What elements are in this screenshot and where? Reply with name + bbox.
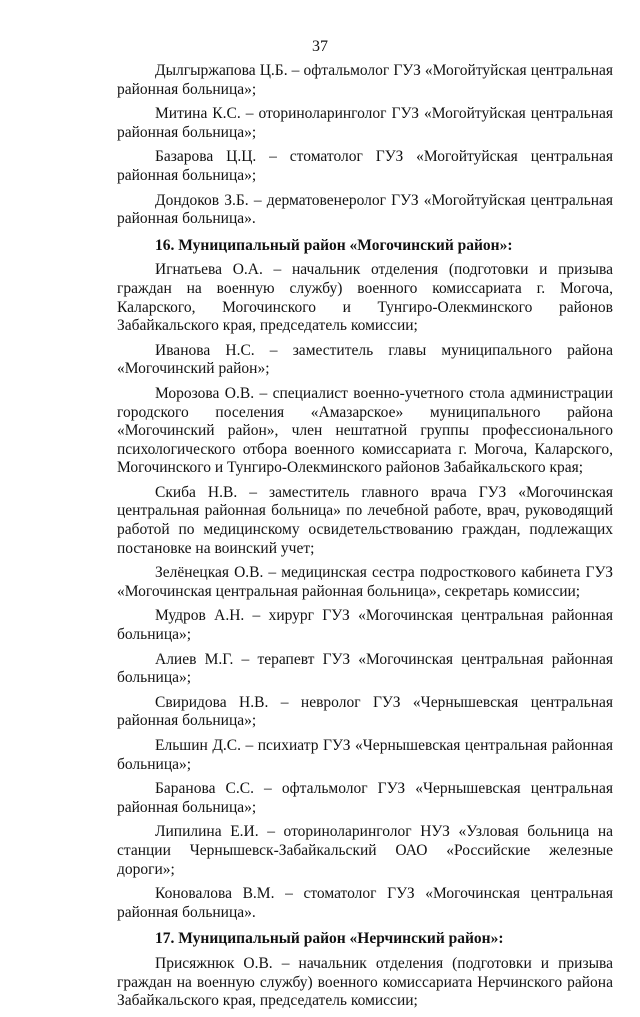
paragraph: Коновалова В.М. – стоматолог ГУЗ «Могочинская центральная районная больница».	[117, 885, 613, 921]
section-heading: 16. Муниципальный район «Могочинский район»:	[155, 236, 513, 254]
page-number: 37	[312, 38, 328, 55]
paragraph: Свиридова Н.В. – невролог ГУЗ «Чернышевская центральная районная больница»;	[117, 693, 613, 730]
paragraph: Присяжнюк О.В. – начальник отделения (подготовки и призыва граждан на военную службу) военного комиссариата Нерчинского района Забайкальского края, председатель комиссии;	[117, 954, 613, 1010]
paragraph: Дылгыржапова Ц.Б. – офтальмолог ГУЗ «Могойтуйская центральная районная больница»;	[117, 62, 613, 98]
paragraph: Базарова Ц.Ц. – стоматолог ГУЗ «Могойтуйская центральная районная больница»;	[117, 148, 613, 184]
paragraph: Скиба Н.В. – заместитель главного врача ГУЗ «Могочинская центральная районная больница» по лечебной работе, врач, руководящий работой по медицинскому освидетельствованию граждан, подлежащих постановке на воинский учет;	[117, 483, 613, 557]
paragraph: Игнатьева О.А. – начальник отделения (подготовки и призыва граждан на военную службу) военного комиссариата г. Могоча, Каларского, Могочинского и Тунгиро-Олекминского районов Забайкальского края, председатель комиссии;	[117, 261, 613, 335]
paragraph: Дондоков З.Б. – дерматовенеролог ГУЗ «Могойтуйская центральная районная больница».	[117, 191, 613, 228]
paragraph: Ельшин Д.С. – психиатр ГУЗ «Чернышевская центральная районная больница»;	[117, 737, 613, 773]
document-body	[117, 62, 613, 1017]
paragraph: Митина К.С. – оториноларинголог ГУЗ «Могойтуйская центральная районная больница»;	[117, 105, 613, 141]
section-heading: 17. Муниципальный район «Нерчинский район»:	[155, 930, 504, 948]
paragraph: Зелёнецкая О.В. – медицинская сестра подросткового кабинета ГУЗ «Могочинская центральная районная больница», секретарь комиссии;	[117, 564, 613, 600]
paragraph: Морозова О.В. – специалист военно-учетного стола администрации городского поселения «Амазарское» муниципального района «Могочинский район», член нештатной группы профессионального психологического отбора военного комиссариата г. Могоча, Каларского, Могочинского и Тунгиро-Олекминского районов Забайкальского края;	[117, 384, 613, 477]
paragraph: Липилина Е.И. – оториноларинголог НУЗ «Узловая больница на станции Чернышевск-Забайкальский ОАО «Российские железные дороги»;	[117, 823, 613, 878]
paragraph: Баранова С.С. – офтальмолог ГУЗ «Чернышевская центральная районная больница»;	[117, 780, 613, 816]
paragraph: Иванова Н.С. – заместитель главы муниципального района «Могочинский район»;	[117, 341, 613, 378]
paragraph: Мудров А.Н. – хирург ГУЗ «Могочинская центральная районная больница»;	[117, 607, 613, 644]
paragraph: Алиев М.Г. – терапевт ГУЗ «Могочинская центральная районная больница»;	[117, 650, 613, 687]
